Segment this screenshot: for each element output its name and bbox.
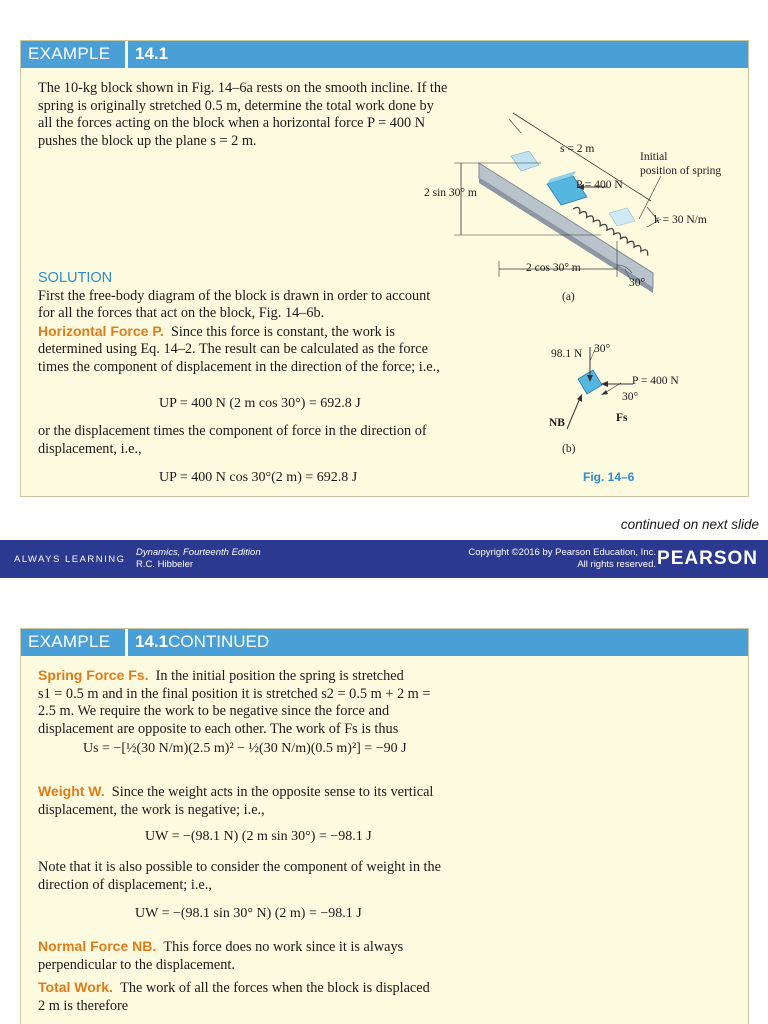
example-number: 14.1 bbox=[135, 44, 169, 63]
label-weight: 98.1 N bbox=[551, 348, 583, 360]
label-base: 2 cos 30° m bbox=[526, 262, 581, 274]
normal-force-section: Normal Force NB. This force does no work since it is always perpendicular to the displacement. bbox=[38, 938, 404, 973]
alternate-text: or the displacement times the component of force in the direction of displacement, i.e., bbox=[38, 423, 427, 457]
weight-section: Weight W. Since the weight acts in the opposite sense to its vertical displacement, the work is negative; i.e., bbox=[38, 783, 434, 818]
continued-label: CONTINUED bbox=[168, 632, 270, 651]
note-section: Note that it is also possible to consider the component of weight in the direction of displacement; i.e., bbox=[38, 859, 442, 893]
equation-up-2: UP = 400 N cos 30°(2 m) = 692.8 J bbox=[159, 470, 358, 485]
figure-label: Fig. 14–6 bbox=[583, 470, 635, 484]
label-p-b: P = 400 N bbox=[632, 375, 679, 387]
example-number: 14.1CONTINUED bbox=[135, 632, 270, 651]
label-angle-b1: 30° bbox=[594, 343, 611, 355]
equation-spring: Us = −[½(30 N/m)(2.5 m)² − ½(30 N/m)(0.5 m)²] = −90 J bbox=[83, 741, 407, 756]
example-label: EXAMPLE bbox=[28, 44, 111, 63]
spring-force-heading: Spring Force Fs. bbox=[38, 667, 149, 683]
total-work-heading: Total Work. bbox=[38, 979, 113, 995]
copyright: Copyright ©2016 by Pearson Education, Inc. All rights reserved. bbox=[468, 547, 656, 570]
label-p-a: P = 400 N bbox=[576, 179, 623, 191]
label-initial: Initial bbox=[640, 151, 668, 163]
always-learning: ALWAYS LEARNING bbox=[14, 554, 126, 565]
normal-force-heading: Normal Force NB. bbox=[38, 938, 157, 954]
example-panel bbox=[20, 40, 749, 497]
pearson-logo: PEARSON bbox=[657, 548, 758, 569]
caption-a: (a) bbox=[562, 291, 575, 303]
label-height: 2 sin 30° m bbox=[424, 187, 477, 199]
example-header-continued bbox=[21, 629, 748, 656]
book-info: Dynamics, Fourteenth Edition R.C. Hibbeler bbox=[136, 547, 261, 570]
label-fs: Fs bbox=[616, 412, 628, 424]
label-k: k = 30 N/m bbox=[654, 214, 707, 226]
label-angle-a: 30° bbox=[629, 277, 646, 289]
example-label: EXAMPLE bbox=[28, 632, 111, 651]
continued-note: continued on next slide bbox=[620, 517, 759, 532]
footer-bar bbox=[0, 540, 768, 578]
spring-force-section: Spring Force Fs. In the initial position the spring is stretched s1 = 0.5 m and in the final position it is stretched s2 = 0.5 m + 2 m = 2.5 m. We require the work to be negative since the force and displacement are opposite to each other. The work of Fs is thus bbox=[38, 667, 431, 737]
label-s: s = 2 m bbox=[560, 143, 595, 155]
weight-heading: Weight W. bbox=[38, 783, 105, 799]
example-panel-continued bbox=[20, 628, 749, 1024]
problem-statement: The 10-kg block shown in Fig. 14–6a rests on the smooth incline. If the spring is originally stretched 0.5 m, determine the total work done by all the forces acting on the block when a horizontal force P = 400 N pushes the block up the plane s = 2 m. bbox=[38, 80, 448, 149]
slide-2 bbox=[0, 608, 768, 1024]
label-position-of-spring: position of spring bbox=[640, 165, 722, 177]
caption-b: (b) bbox=[562, 443, 576, 455]
horizontal-force-heading: Horizontal Force P. bbox=[38, 322, 164, 339]
total-work-section: Total Work. The work of all the forces when the block is displaced 2 m is therefore bbox=[38, 979, 430, 1014]
equation-weight-1: UW = −(98.1 N) (2 m sin 30°) = −98.1 J bbox=[145, 829, 372, 844]
solution-section: SOLUTION First the free-body diagram of the block is drawn in order to account for all the forces that act on the block, Fig. 14–6b. Horizontal Force P. Since this force is constant, the work is determined using Eq. 14–2. The result can be calculated as the force times the component of displacement in the direction of the force; i.e., bbox=[38, 270, 491, 376]
label-angle-b2: 30° bbox=[622, 391, 639, 403]
equation-weight-2: UW = −(98.1 sin 30° N) (2 m) = −98.1 J bbox=[135, 906, 362, 921]
label-nb: NB bbox=[549, 417, 565, 429]
equation-up-1: UP = 400 N (2 m cos 30°) = 692.8 J bbox=[159, 396, 361, 411]
figure-b-free-body-diagram bbox=[21, 41, 750, 498]
solution-heading: SOLUTION bbox=[38, 270, 113, 286]
